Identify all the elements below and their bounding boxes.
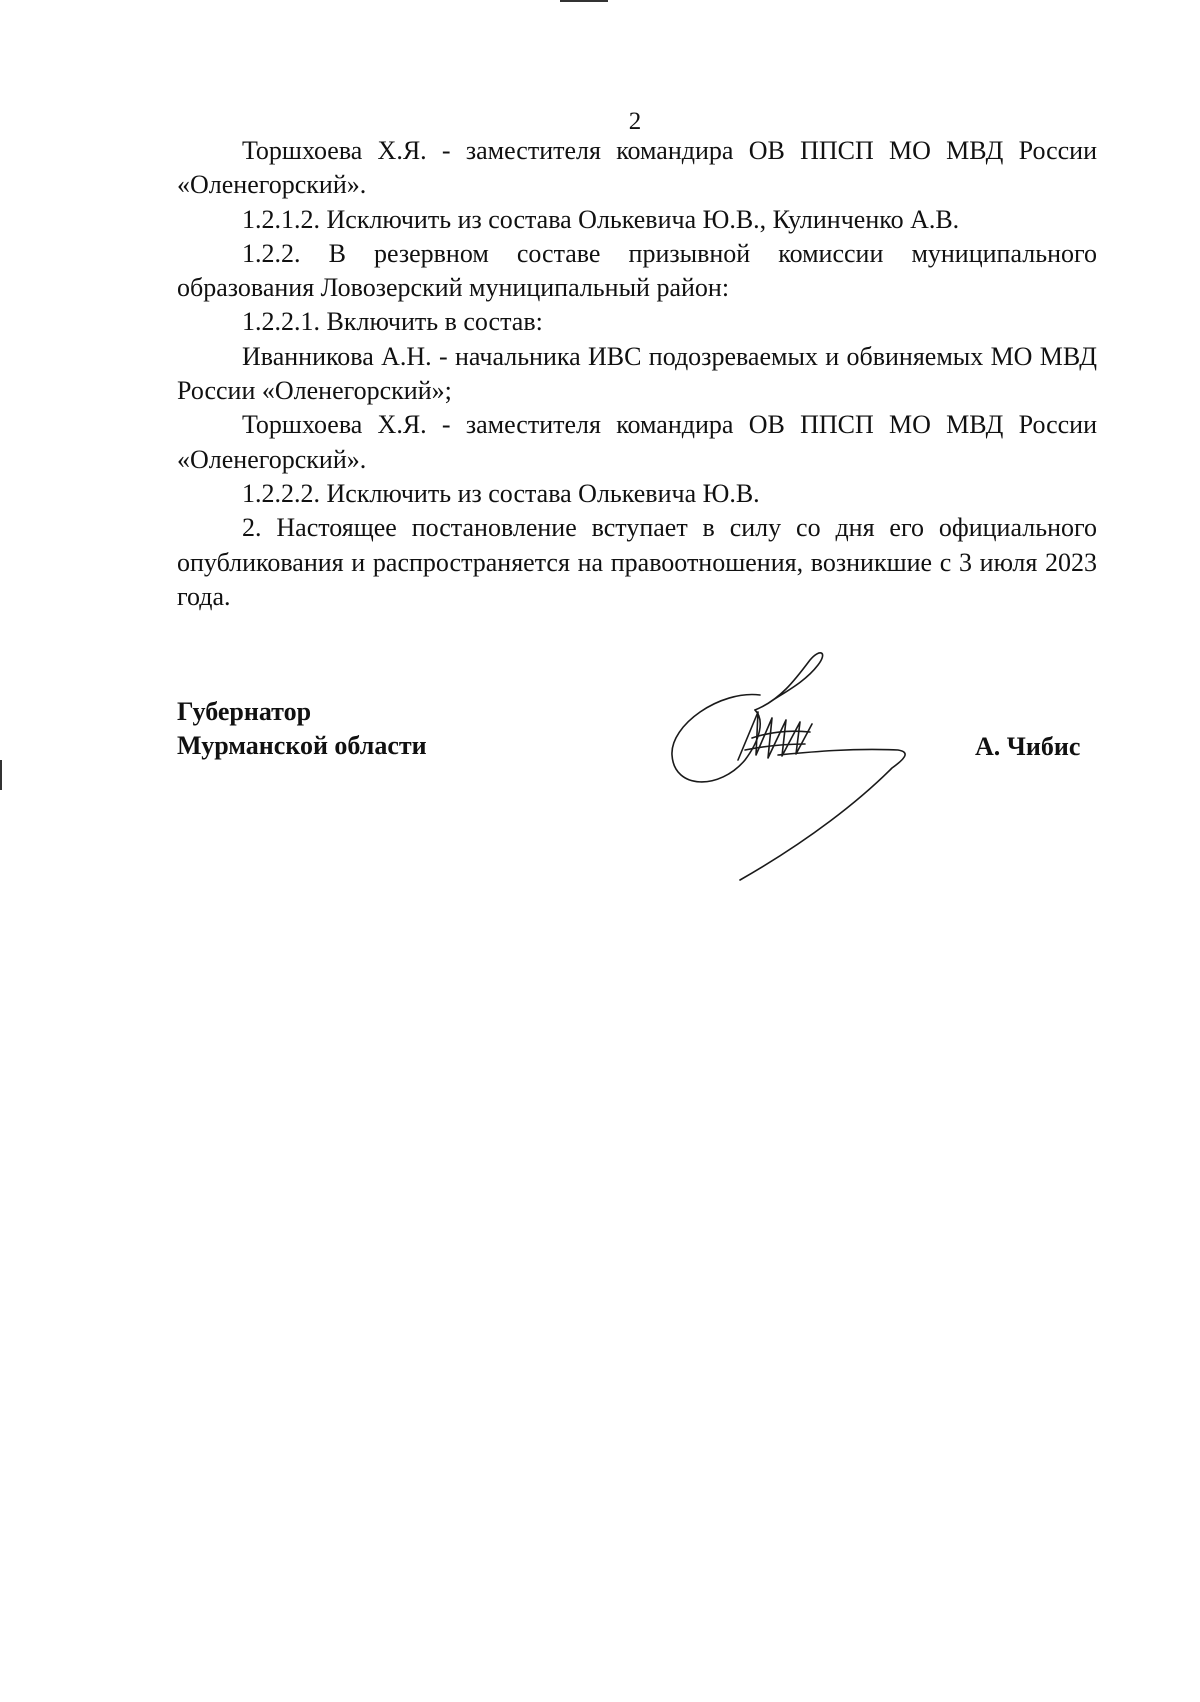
paragraph: 1.2.2. В резервном составе призывной комиссии муниципального образования Ловозерский муниципальный район:	[177, 238, 1097, 303]
paragraph: Торшхоева Х.Я. - заместителя командира ОВ ППСП МО МВД России «Оленегорский».	[177, 136, 1097, 200]
paragraph: 1.2.2.2. Исключить из состава Олькевича Ю.В.	[242, 478, 760, 508]
signer-title-line: Губернатор	[177, 697, 312, 726]
paragraph: 1.2.2.1. Включить в состав:	[242, 307, 543, 337]
scan-artifact	[0, 760, 2, 790]
signer-title-line: Мурманской области	[177, 731, 427, 760]
signer-title	[177, 695, 427, 763]
paragraph: 2. Настоящее постановление вступает в силу со дня его официального опубликования и распространяется на правоотношения, возникшие с 3 июля 2023 года.	[177, 513, 1097, 611]
paragraph: Торшхоева Х.Я. - заместителя командира ОВ ППСП МО МВД России «Оленегорский».	[177, 410, 1097, 474]
paragraph: Иванникова А.Н. - начальника ИВС подозреваемых и обвиняемых МО МВД России «Оленегорский»;	[177, 341, 1097, 406]
scan-artifact	[560, 0, 608, 2]
handwritten-signature	[660, 640, 960, 890]
paragraph: 1.2.1.2. Исключить из состава Олькевича Ю.В., Кулинченко А.В.	[242, 204, 960, 234]
document-body	[177, 134, 1097, 614]
signer-name: А. Чибис	[975, 732, 1081, 761]
page-number: 2	[628, 108, 642, 135]
